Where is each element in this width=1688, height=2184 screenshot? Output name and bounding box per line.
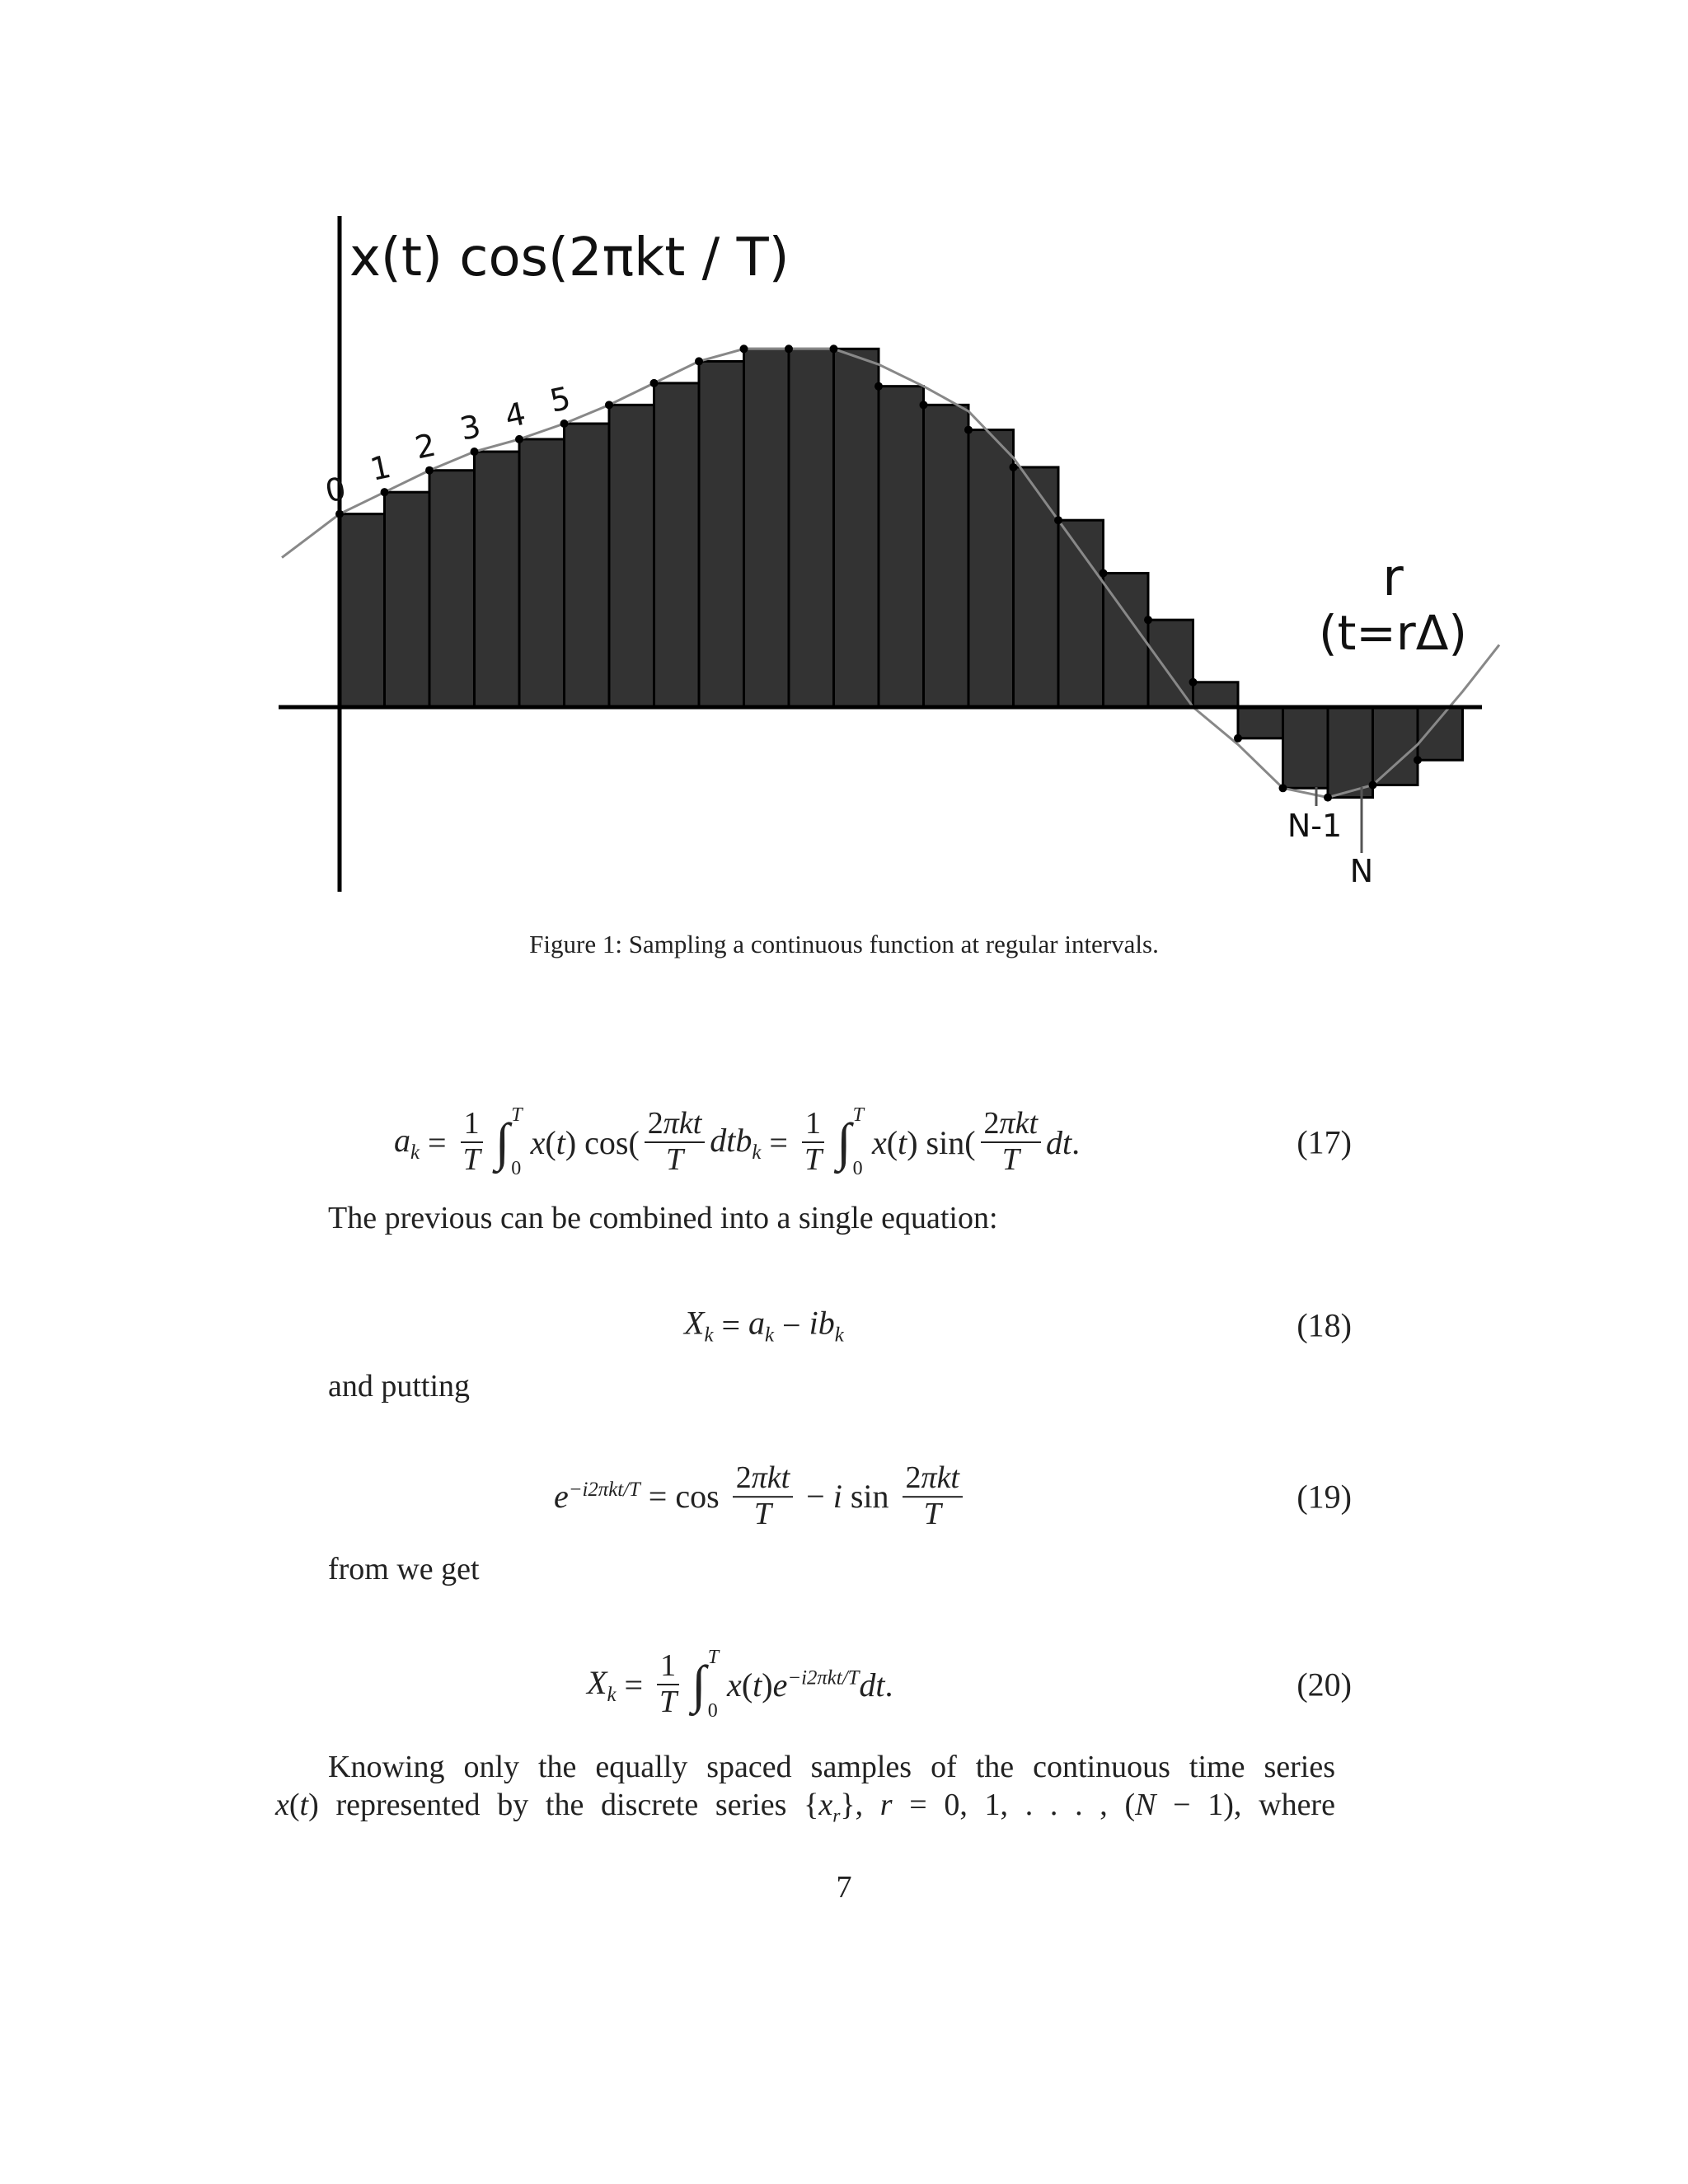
sample-bar [654, 383, 700, 707]
sample-point [1010, 463, 1018, 471]
sample-bar [1283, 707, 1329, 788]
paragraph-combined: The previous can be combined into a single equation: [328, 1201, 998, 1235]
page-number: 7 [836, 1870, 852, 1905]
sample-bar [609, 405, 654, 707]
sample-point [1189, 678, 1198, 687]
sample-bar [1058, 520, 1104, 707]
sample-point [381, 488, 389, 496]
sample-point [1054, 516, 1062, 524]
sample-bar [699, 361, 744, 707]
point-label: 4 [501, 395, 529, 435]
point-label: 2 [411, 426, 439, 466]
x-axis-label-r: r [1382, 547, 1404, 607]
sample-point [605, 401, 613, 409]
sample-bar [1148, 620, 1193, 707]
sample-point [785, 344, 793, 353]
sample-point [1324, 794, 1332, 802]
sample-bar [1014, 467, 1059, 707]
sample-point [695, 357, 703, 365]
point-label: 1 [367, 448, 395, 488]
sample-bar [1373, 707, 1418, 785]
equation-18: $X_k$ = $a_k$ − $ib_k$ (18) [684, 1304, 1352, 1347]
point-label: 5 [546, 379, 574, 419]
paragraph-from-we-get: from we get [328, 1552, 480, 1586]
sample-point [964, 426, 973, 434]
sample-point [560, 419, 569, 428]
sample-bar [385, 492, 430, 707]
sample-bar [340, 514, 385, 707]
sample-point [515, 435, 523, 443]
sample-point [1279, 784, 1287, 792]
equation-17: $a_k$ = $\frac{1}{T}$ ∫ T 0 x ( t ) cos( $\frac{\text{2πkt}}{T}$ dtb$_k$ = $\frac{1}{T}$ ∫ T 0 x ( t ) sin( $\frac{\text{2πkt}}{T}$ dt . (17) [394, 1104, 1352, 1179]
sampling-figure [0, 0, 1688, 907]
sample-bar [475, 452, 520, 707]
equation-number-19: (19) [1296, 1478, 1352, 1516]
sample-point [1144, 616, 1152, 624]
sample-point [1234, 734, 1242, 743]
point-label: 0 [321, 470, 349, 510]
end-label-n-minus-1: N-1 [1287, 808, 1343, 844]
sample-point [1414, 756, 1422, 764]
sample-bar [879, 387, 924, 707]
sample-bar [744, 349, 790, 707]
sample-bar [968, 430, 1014, 707]
sample-point [920, 401, 928, 409]
sample-bar [924, 405, 969, 707]
end-label-n: N [1349, 853, 1374, 889]
sample-bar [789, 349, 834, 707]
equation-number-20: (20) [1296, 1666, 1352, 1704]
equation-20: $X_k$ = $\frac{1}{T}$ ∫ T 0 x ( t ) $e^{-i2\pi kt/T}dt$ . (20) [587, 1647, 1352, 1722]
sample-point [650, 379, 659, 387]
sample-point [740, 344, 748, 353]
sample-bar [1238, 707, 1283, 738]
sample-point [1369, 781, 1377, 790]
sample-bar [1418, 707, 1463, 760]
point-label: 3 [457, 407, 485, 448]
paragraph-knowing-line1: Knowing only the equally spaced samples of the continuous time series [328, 1750, 1335, 1784]
sample-point [471, 448, 479, 456]
paragraph-and-putting: and putting [328, 1369, 471, 1404]
figure-caption: Figure 1: Sampling a continuous function at regular intervals. [529, 930, 1159, 958]
equation-number-18: (18) [1296, 1306, 1352, 1344]
y-axis-label: x(t) cos(2πkt / T) [349, 227, 790, 288]
sample-bar [1193, 682, 1239, 707]
sample-point [874, 382, 883, 391]
sample-point [1100, 569, 1108, 577]
sample-bar [429, 471, 475, 707]
sample-bar [565, 424, 610, 707]
sample-bar [834, 349, 879, 707]
equation-number-17: (17) [1296, 1123, 1352, 1161]
sample-bar [519, 439, 565, 707]
x-axis-label-t: (t=rΔ) [1318, 605, 1468, 661]
sample-point [830, 344, 838, 353]
equation-19: $e^{-i2\pi kt/T}$ = cos $\frac{\text{2πkt}}{T}$ − i sin $\frac{\text{2πkt}}{T}$ (19) [554, 1460, 1352, 1531]
paragraph-knowing-line2: x(t) represented by the discrete series $\{x_r\}$, r = 0, 1, . . . , (N − 1), where [275, 1788, 1335, 1827]
sample-point [425, 466, 434, 475]
sample-bar [1328, 707, 1373, 798]
